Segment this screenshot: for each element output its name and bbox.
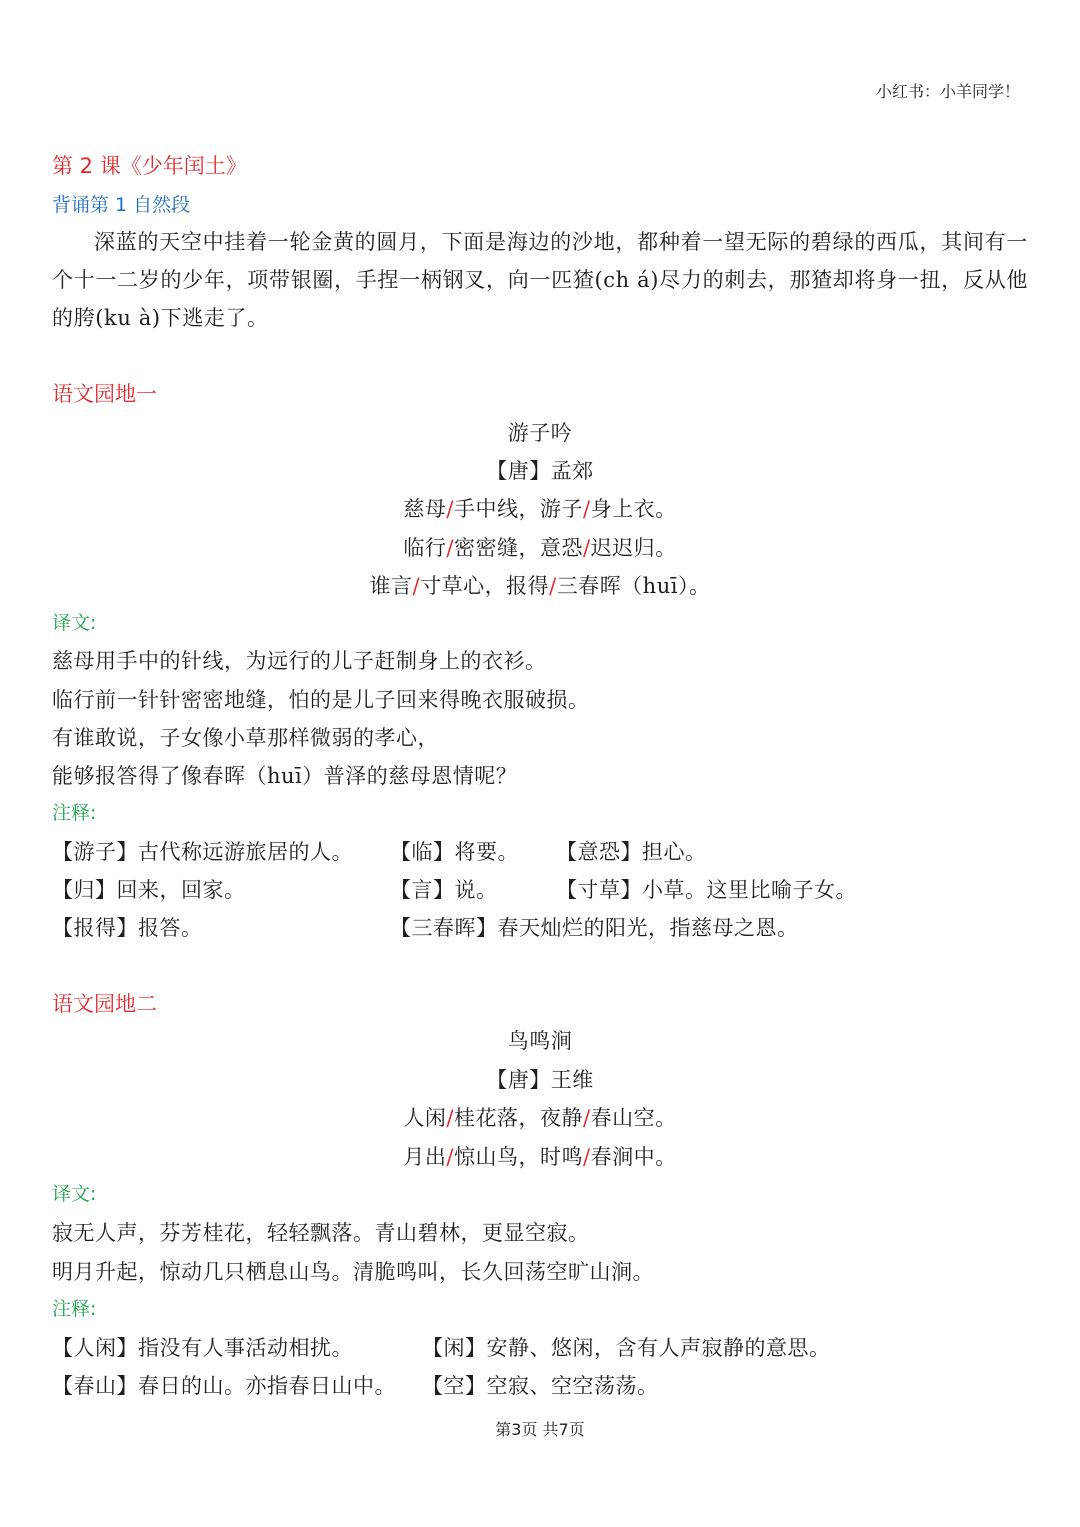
note-item: 【空】空寂、空空荡荡。 [422,1374,659,1398]
garden1-poem-title: 游子吟 [507,421,573,445]
page-number: 第3页 共7页 [495,1420,585,1439]
header-note: 小红书：小羊同学！ [875,82,1020,101]
rhythm-separator: / [583,1145,591,1169]
note-item: 【意恐】担心。 [556,840,707,864]
garden1-heading: 语文园地一 [52,382,157,406]
poem-segment: 三春晖（huī）。 [556,574,711,598]
translation-line: 慈母用手中的针线，为远行的儿子赶制身上的衣衫。 [52,649,547,673]
rhythm-separator: / [446,536,454,560]
garden2-poem-line [0,1104,1080,1132]
note-item: 【春山】春日的山。亦指春日山中。 [52,1374,396,1398]
poem-segment: 寸草心，报得 [420,574,550,598]
note-item: 【人闲】指没有人事活动相扰。 [52,1336,353,1360]
translation-line: 有谁敢说，子女像小草那样微弱的孝心， [52,726,439,750]
lesson-task: 背诵第 1 自然段 [52,194,191,216]
garden1-poem-line [0,572,1080,600]
note-item: 【临】将要。 [390,840,519,864]
lesson-title: 第 2 课《少年闰土》 [52,154,247,178]
note-item: 【归】回来，回家。 [52,878,246,902]
poem-segment: 春山空。 [590,1106,677,1130]
rhythm-separator: / [583,497,591,521]
poem-segment: 身上衣。 [590,497,677,521]
translation-line: 寂无人声，芬芳桂花，轻轻飘落。青山碧林，更显空寂。 [52,1221,590,1245]
garden2-poem-author: 【唐】王维 [486,1068,594,1092]
poem-segment: 惊山鸟，时鸣 [454,1145,583,1169]
garden2-poem-line [0,1143,1080,1171]
poem-segment: 迟迟归。 [590,536,677,560]
garden2-poem-title: 鸟鸣涧 [507,1029,573,1053]
poem-segment: 谁言 [369,574,413,598]
poem-segment: 人闲 [403,1106,447,1130]
rhythm-separator: / [583,1106,591,1130]
note-item: 【闲】安静、悠闲，含有人声寂静的意思。 [422,1336,831,1360]
rhythm-separator: / [412,574,421,598]
rhythm-separator: / [446,1145,454,1169]
garden1-translation-label: 译文: [52,612,97,634]
poem-segment: 临行 [403,536,447,560]
note-item: 【游子】古代称远游旅居的人。 [52,840,353,864]
garden2-heading: 语文园地二 [52,992,157,1016]
note-item: 【报得】报答。 [52,916,203,940]
note-item: 【三春晖】春天灿烂的阳光，指慈母之恩。 [390,916,799,940]
poem-segment: 月出 [403,1145,447,1169]
translation-line: 临行前一针针密密地缝，怕的是儿子回来得晚衣服破损。 [52,688,590,712]
poem-segment: 慈母 [403,497,447,521]
translation-line: 明月升起，惊动几只栖息山鸟。清脆鸣叫，长久回荡空旷山涧。 [52,1260,654,1284]
poem-segment: 桂花落，夜静 [454,1106,583,1130]
lesson-paragraph: 深蓝的天空中挂着一轮金黄的圆月，下面是海边的沙地，都种着一望无际的碧绿的西瓜，其间有一个十一二岁的少年，项带银圈，手捏一柄钢叉，向一匹猹(ch á)尽力的刺去，那猹却将身一扭，反从他的胯(ku à)下逃走了。 [52,230,1028,330]
note-item: 【言】说。 [390,878,498,902]
garden2-translation-label: 译文: [52,1183,97,1205]
rhythm-separator: / [583,536,591,560]
poem-segment: 手中线，游子 [454,497,583,521]
garden1-poem-line [0,495,1080,523]
garden1-poem-author: 【唐】孟郊 [486,459,594,483]
rhythm-separator: / [446,497,454,521]
poem-segment: 密密缝，意恐 [454,536,583,560]
note-item: 【寸草】小草。这里比喻子女。 [556,878,857,902]
translation-line: 能够报答得了像春晖（huī）普泽的慈母恩情呢？ [52,764,518,788]
garden2-notes-label: 注释: [52,1298,97,1320]
garden1-notes-label: 注释: [52,802,97,824]
poem-segment: 春涧中。 [590,1145,677,1169]
garden1-poem-line [0,534,1080,562]
rhythm-separator: / [549,574,557,598]
rhythm-separator: / [446,1106,454,1130]
